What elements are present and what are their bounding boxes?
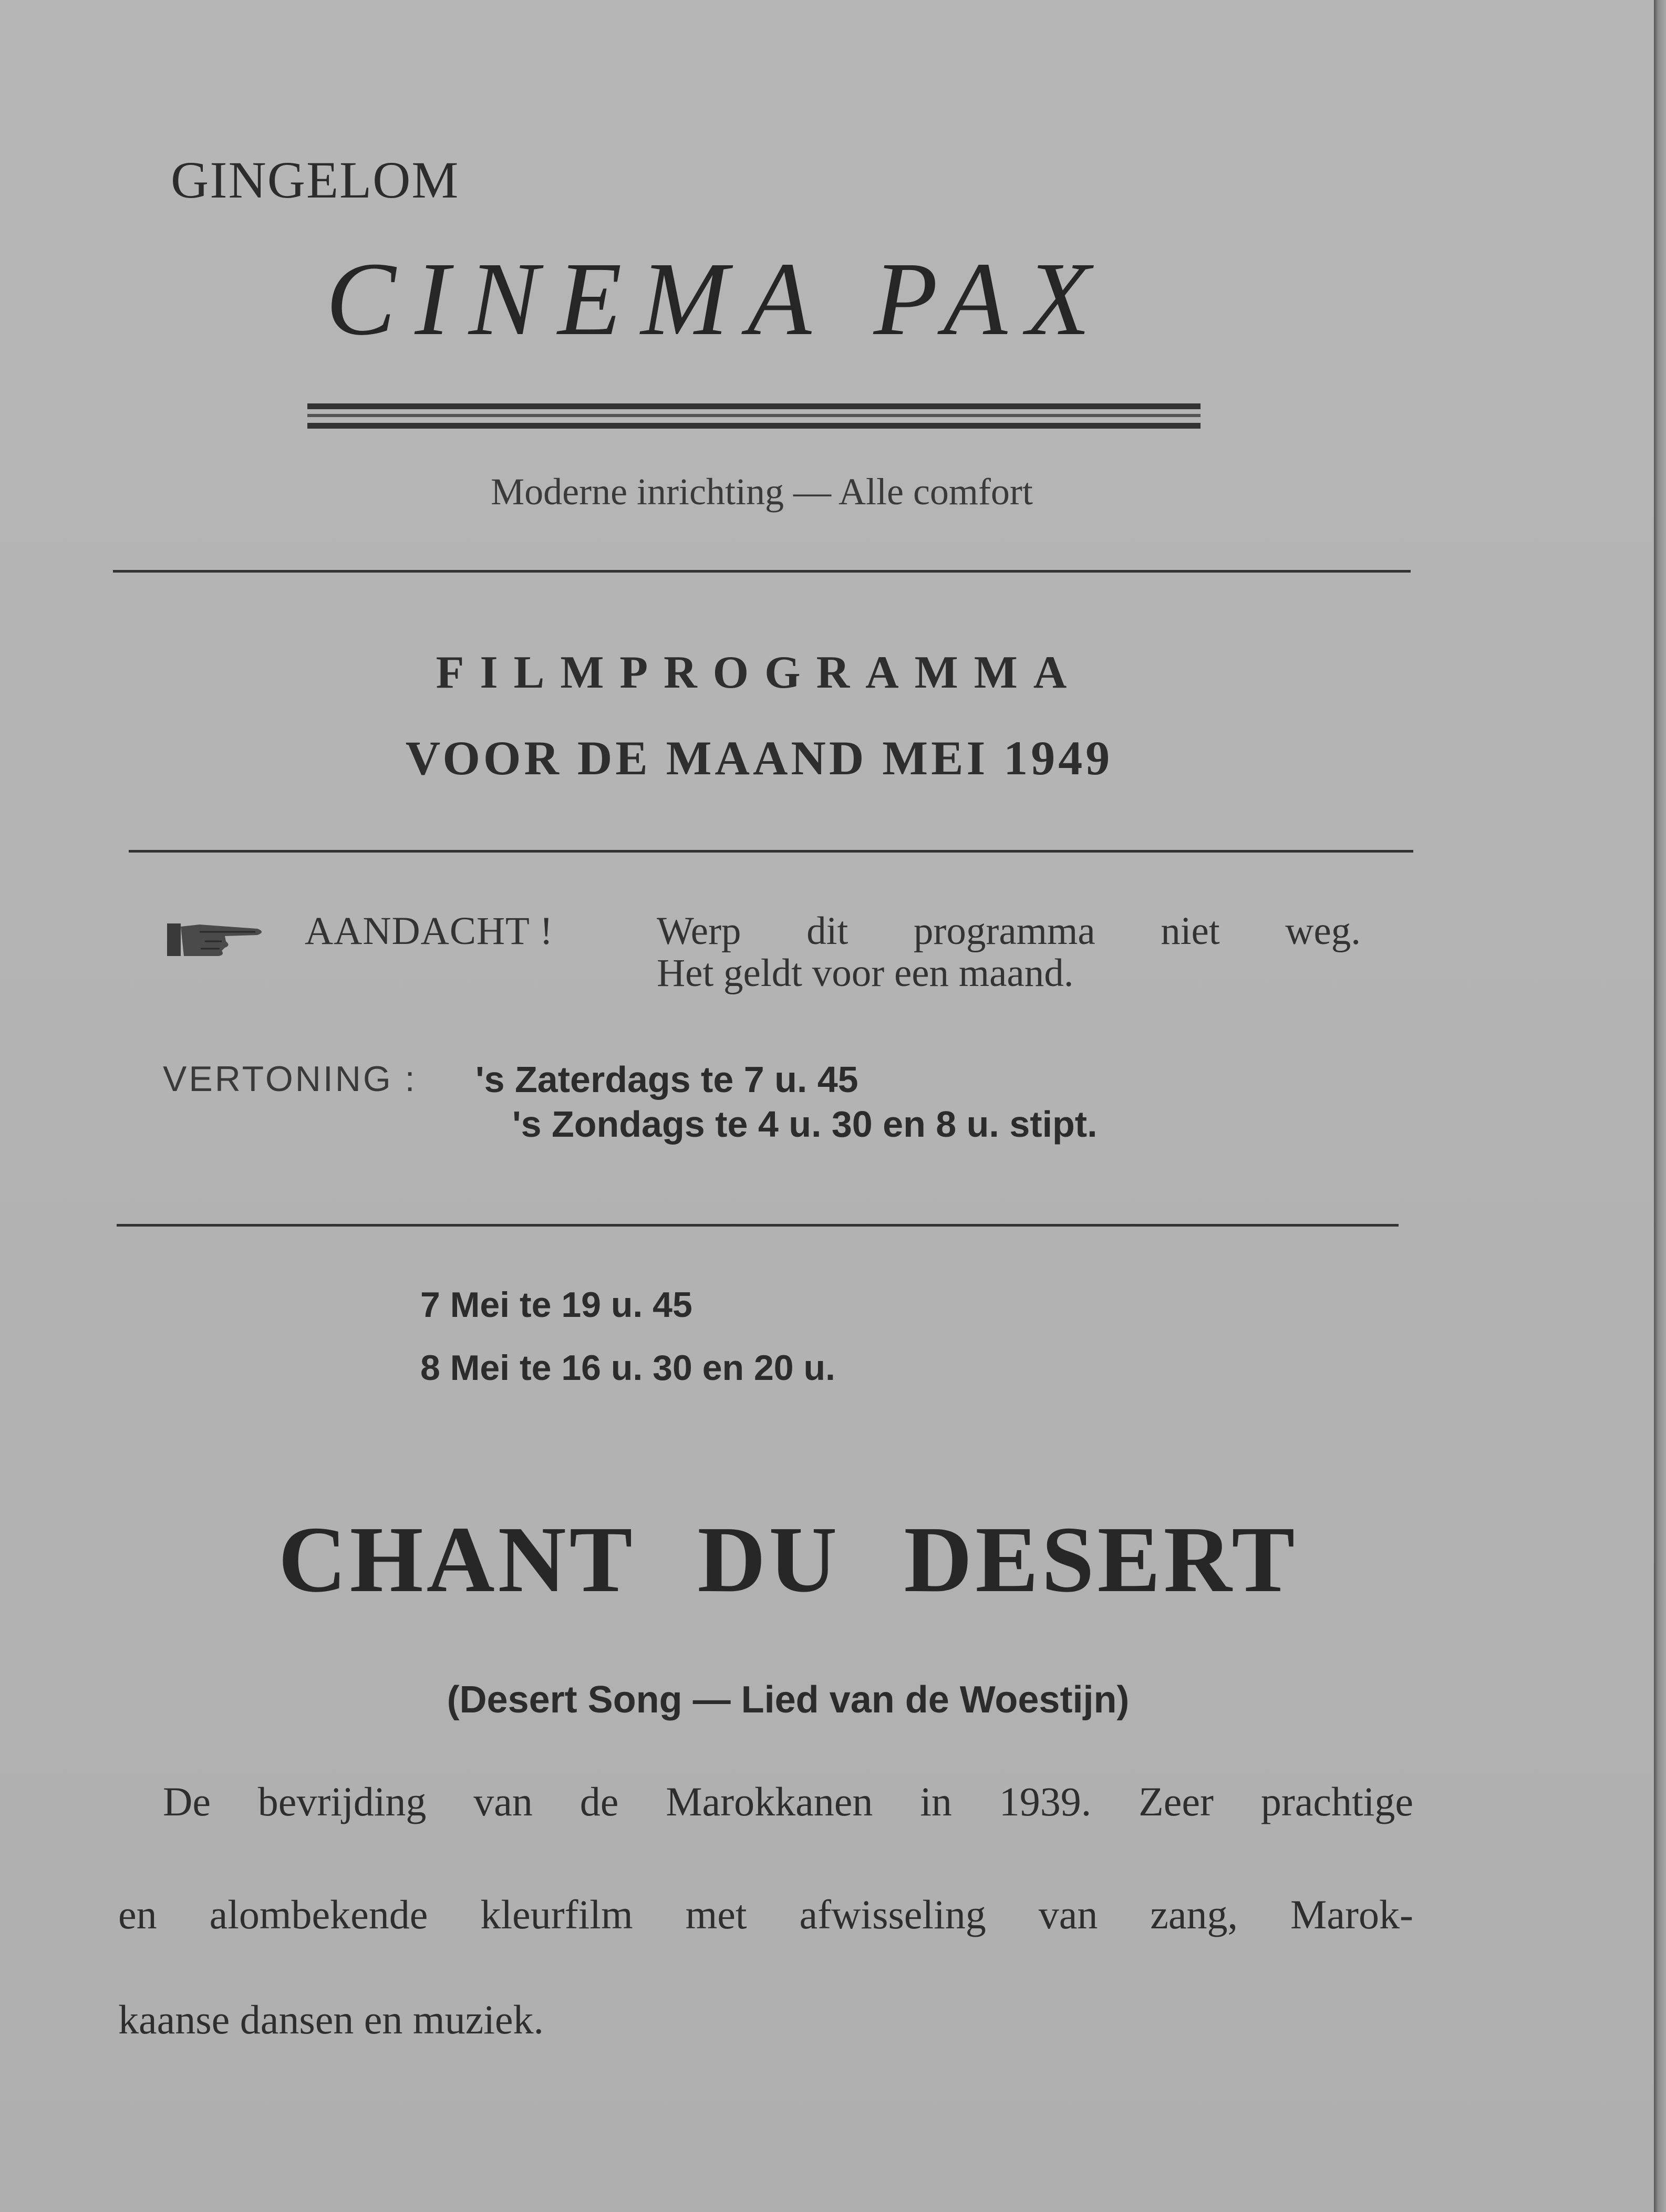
description-word: Marokkanen <box>666 1779 873 1824</box>
divider-1 <box>113 570 1411 573</box>
description-word: en <box>118 1892 157 1937</box>
description-word: de <box>580 1779 619 1824</box>
description-word: kleurfilm <box>480 1892 633 1937</box>
header-rule-middle <box>307 414 1201 417</box>
description-word: met <box>685 1892 747 1937</box>
description-word: Marok- <box>1290 1892 1413 1937</box>
notice-word: programma <box>913 909 1095 953</box>
description-word: van <box>1038 1892 1098 1937</box>
film-title: CHANT DU DESERT <box>278 1507 1298 1612</box>
notice-word: weg. <box>1285 909 1361 953</box>
program-month: VOOR DE MAAND MEI 1949 <box>405 731 1113 785</box>
notice-word: dit <box>806 909 848 953</box>
notice-line-2: Het geldt voor een maand. <box>657 951 1074 995</box>
screening-date: 8 Mei te 16 u. 30 en 20 u. <box>420 1348 835 1388</box>
tagline: Moderne inrichting — Alle comfort <box>491 471 1033 513</box>
description-word: prachtige <box>1260 1779 1413 1824</box>
description-word: alombekende <box>209 1892 428 1937</box>
description-word: zang, <box>1150 1892 1238 1937</box>
film-description-line-3: kaanse dansen en muziek. <box>118 1997 544 2042</box>
divider-2 <box>129 850 1413 853</box>
film-description-line-2 <box>118 1891 1413 1938</box>
showtimes-label: VERTONING : <box>163 1059 417 1099</box>
program-title: FILMPROGRAMMA <box>436 647 1083 698</box>
header-rule-bottom <box>307 423 1201 429</box>
notice-word: niet <box>1161 909 1220 953</box>
description-word: Zeer <box>1139 1779 1214 1824</box>
header-rule-top <box>307 403 1201 409</box>
description-word: van <box>473 1779 533 1824</box>
pointing-hand-icon <box>163 914 268 961</box>
film-description-line-1 <box>163 1778 1413 1825</box>
film-subtitle: (Desert Song — Lied van de Woestijn) <box>447 1679 1130 1721</box>
description-word: in <box>920 1779 952 1824</box>
description-word: 1939. <box>999 1779 1092 1824</box>
cinema-name: CINEMA PAX <box>326 241 1110 357</box>
showtime-sunday: 's Zondags te 4 u. 30 en 8 u. stipt. <box>512 1104 1098 1145</box>
description-word: bevrijding <box>257 1779 427 1824</box>
description-word: De <box>163 1779 211 1824</box>
town-name: GINGELOM <box>171 151 460 209</box>
divider-3 <box>117 1224 1399 1227</box>
page-edge <box>1654 0 1666 2212</box>
screening-date: 7 Mei te 19 u. 45 <box>420 1285 692 1325</box>
showtime-saturday: 's Zaterdags te 7 u. 45 <box>475 1059 858 1100</box>
notice-line-1 <box>657 909 1361 954</box>
notice-word: Werp <box>657 909 741 953</box>
description-word: afwisseling <box>799 1892 986 1937</box>
notice-label: AANDACHT ! <box>305 909 554 953</box>
